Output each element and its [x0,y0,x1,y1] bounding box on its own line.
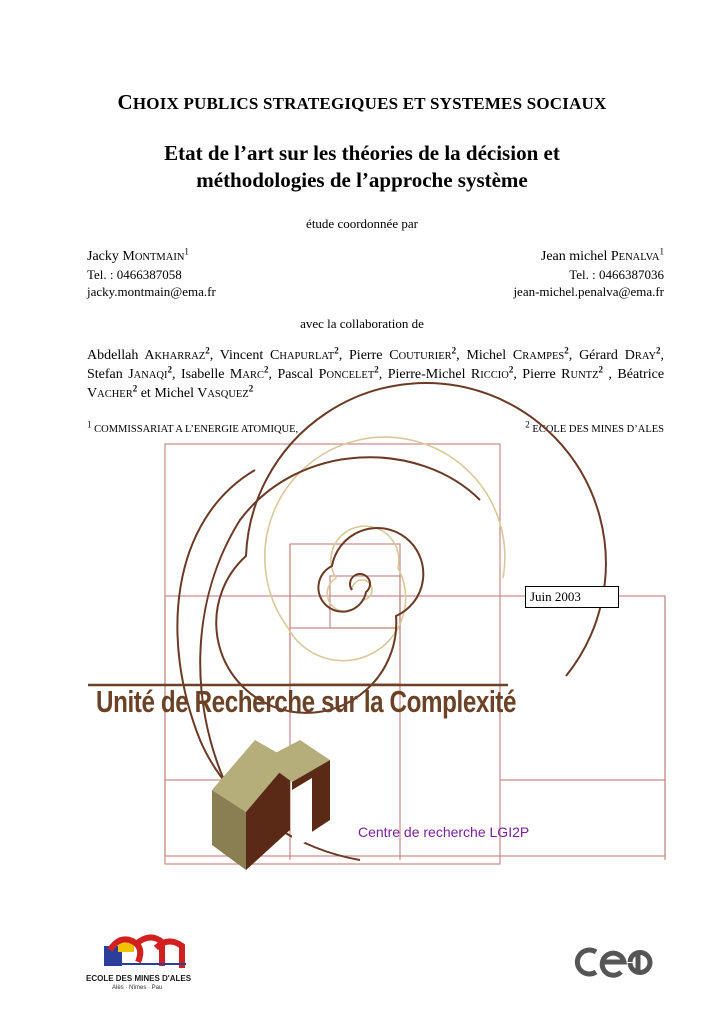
contributor-first-name: Pierre-Michel R [387,367,481,382]
author-first-name: Jean michel P [540,249,619,264]
contributor-first-name: Abdellah A [87,348,155,363]
contributor-affiliation-mark: 2 [167,364,172,375]
cea-logo-c [577,950,596,974]
contributor-affiliation-mark: 2 [598,364,604,375]
affiliation-text: TOMIQUE, [247,424,299,435]
contributor-affiliation-mark: 2 [263,364,269,375]
affiliation-text: OMMISSARIAT A L’E [101,424,201,435]
affiliation-text: C [94,424,102,435]
contributor-last-name: ASQUEZ [207,389,249,400]
lrc-logo-c-cut [292,778,312,850]
contributor-first-name: Pascal P [277,367,327,382]
coordination-label: étude coordonnée par [306,216,418,231]
contributor-last-name: ICCIO [480,370,509,381]
main-title-initial: C [117,90,133,114]
author-last-name: ONTMAIN [134,252,185,263]
contributor-last-name: HAPURLAT [279,351,335,362]
contributor-first-name: Stefan J [87,367,134,382]
affiliation-text: A [637,424,646,435]
contributors-list: Abdellah AKHARRAZ$^2$, Vincent CHAPURLAT$^2$, Pierre COUTURIER$^2$, Michel CRAMPES$^2$, Gérard DRAY$^2$, Stefan JANAQI$^2$, Isabelle MARC$^2$, Pascal PONCELET$^2$, Pierre-Michel RICCIO$^2$, Pierre RUNTZ$^2$ , Béatrice VACHER$^2$ et Michel VASQUEZ$^2$ [87,345,665,401]
contributor-first-name: Vincent C [219,348,280,363]
contributor-affiliation-mark: 2 [334,345,339,356]
author-email: jean-michel.penalva@ema.fr [513,284,664,299]
ema-logo-text: ECOLE DES MINES D'ALES [86,974,192,983]
author-last-name: ENALVA [618,252,660,263]
contributor-affiliation-mark: 2 [564,345,569,356]
contributor-first-name: Isabelle M [180,367,243,382]
spiral-outer-curve [216,383,606,713]
contributor-first-name: Michel C [466,348,523,363]
contributor-last-name: RAMPES [522,351,565,362]
contributor-affiliation-mark: 2 [656,345,661,356]
author-affiliation-mark: 1 [659,246,664,257]
cea-logo-e [602,953,624,975]
ema-logo-subtext: Alès · Nîmes · Pau [112,985,163,991]
contributor-affiliation-mark: 2 [451,345,457,356]
contributor-affiliation-mark: 2 [508,364,514,375]
grid-rect-small [330,576,400,628]
centre-label: Centre de recherche LGI2P [358,824,530,840]
lrc-logo [212,740,330,870]
author-first-name: Jacky M [87,249,135,264]
contributor-first-name: Béatrice V [87,367,665,401]
spiral-arc [200,457,480,780]
cea-logo [577,950,650,975]
affiliation-mark: 1 [87,419,92,430]
contributor-first-name: Pierre C [349,348,399,363]
contributor-last-name: RAY [634,351,657,362]
affiliation-text: E [532,424,539,435]
contributor-last-name: ARC [242,370,264,381]
contributor-affiliation-mark: 2 [374,364,379,375]
contributor-first-name: Pierre R [522,367,571,382]
author-affiliation-mark: 1 [184,246,189,257]
affiliation-text: INES D’ [600,424,638,435]
contributor-last-name: ACHER [97,389,133,400]
contributor-first-name: Michel V [154,386,208,401]
grid-rect-mid [290,544,400,684]
contributor-last-name: UNTZ [570,370,599,381]
cea-logo-a [630,952,650,974]
contributor-last-name: ONCELET [326,370,375,381]
contributor-affiliation-mark: 2 [205,345,210,356]
subtitle-line-2: méthodologies de l’approche système [196,168,528,192]
main-title-rest: HOIX PUBLICS STRATEGIQUES ET SYSTEMES SOCIAUX [132,94,607,113]
unit-title: Unité de Recherche sur la Complexité [96,684,517,719]
collaboration-label: avec la collaboration de [300,316,424,331]
affiliation-text: M [591,424,601,435]
author-phone: Tel. : 0466387036 [569,267,664,282]
contributor-affiliation-mark: 2 [248,383,254,394]
affiliation-text: COLE DES [538,424,592,435]
affiliation-mark: 2 [525,419,530,430]
ema-logo-rule [104,963,186,965]
contributor-last-name: OUTURIER [398,351,452,362]
ema-logo [104,937,186,968]
date-box: Juin 2003 [525,586,619,608]
affiliation-text: NERGIE [200,424,241,435]
contributor-affiliation-mark: 2 [132,383,138,394]
author-email: jacky.montmain@ema.fr [87,284,216,299]
contributor-last-name: ANAQI [133,370,168,381]
contributor-first-name: Gérard D [579,348,635,363]
affiliation-text: LES [645,424,664,435]
affiliation-text: A [240,424,248,435]
contributor-last-name: KHARRAZ [154,351,206,362]
subtitle-line-1: Etat de l’art sur les théories de la décision et [164,141,560,165]
author-phone: Tel. : 0466387058 [87,267,182,282]
